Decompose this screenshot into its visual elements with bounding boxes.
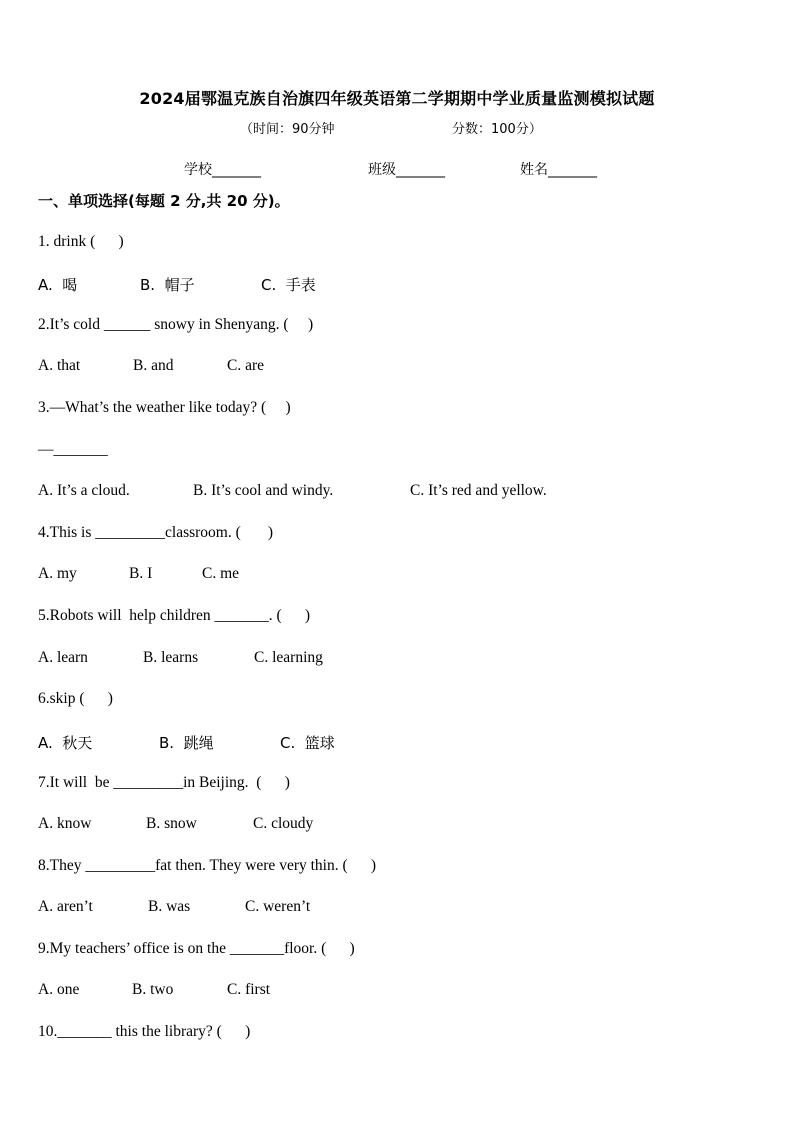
question-2: 2.It’s cold ______ snowy in Shenyang. ( ) <box>38 316 314 333</box>
option-a: A. learn <box>38 649 88 666</box>
question-3-answer-line: —_______ <box>38 441 108 458</box>
option-a: A. know <box>38 815 92 832</box>
question-8: 8.They _________fat then. They were very thin. ( ) <box>38 857 377 874</box>
option-c: C. cloudy <box>253 815 314 832</box>
option-b: B. It’s cool and windy. <box>193 482 334 499</box>
question-10: 10._______ this the library? ( ) <box>38 1023 251 1040</box>
school-field: 学校_______ <box>184 162 261 178</box>
option-c: C. me <box>202 565 240 582</box>
option-b: B. snow <box>146 815 197 832</box>
question-6: 6.skip ( ) <box>38 690 113 707</box>
option-c: C. 手表 <box>261 276 316 294</box>
option-a: A. 喝 <box>38 276 78 294</box>
question-3: 3.—What’s the weather like today? ( ) <box>38 399 291 416</box>
option-b: B. I <box>129 565 153 582</box>
section-heading: 一、单项选择(每题 2 分,共 20 分)。 <box>38 192 290 210</box>
question-5: 5.Robots will help children _______. ( ) <box>38 607 311 624</box>
option-b: B. 跳绳 <box>159 734 214 752</box>
question-7: 7.It will be _________in Beijing. ( ) <box>38 774 290 791</box>
option-c: C. It’s red and yellow. <box>410 482 547 499</box>
option-b: B. and <box>133 357 174 374</box>
option-b: B. was <box>148 898 191 915</box>
exam-time: （时间：90分钟 <box>240 122 335 137</box>
question-9: 9.My teachers’ office is on the _______floor. ( ) <box>38 940 355 957</box>
option-c: C. are <box>227 357 265 374</box>
option-c: C. 篮球 <box>280 734 335 752</box>
question-4: 4.This is _________classroom. ( ) <box>38 524 274 541</box>
option-c: C. learning <box>254 649 323 666</box>
option-a: A. 秋天 <box>38 734 93 752</box>
option-b: B. 帽子 <box>140 276 195 294</box>
option-a: A. one <box>38 981 80 998</box>
option-a: A. my <box>38 565 77 582</box>
option-b: B. learns <box>143 649 199 666</box>
option-a: A. aren’t <box>38 898 93 915</box>
option-c: C. first <box>227 981 271 998</box>
class-field: 班级_______ <box>368 162 445 178</box>
option-c: C. weren’t <box>245 898 311 915</box>
option-b: B. two <box>132 981 174 998</box>
question-1: 1. drink ( ) <box>38 233 124 250</box>
exam-score: 分数：100分） <box>452 122 542 137</box>
option-a: A. It’s a cloud. <box>38 482 130 499</box>
option-a: A. that <box>38 357 81 374</box>
name-field: 姓名_______ <box>520 162 597 178</box>
exam-title: 2024届鄂温克族自治旗四年级英语第二学期期中学业质量监测模拟试题 <box>139 89 655 108</box>
